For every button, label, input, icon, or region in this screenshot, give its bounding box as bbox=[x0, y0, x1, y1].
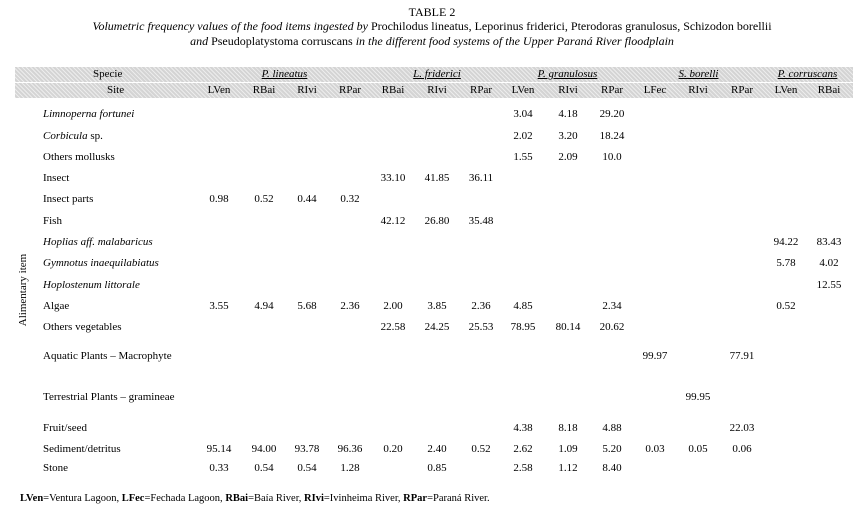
table-cell: 0.05 bbox=[688, 443, 708, 455]
table-cell: 8.40 bbox=[602, 462, 622, 474]
table-cell: 26.80 bbox=[424, 215, 450, 227]
table-cell: 2.58 bbox=[513, 462, 533, 474]
table-cell: 35.48 bbox=[468, 215, 494, 227]
row-label: Corbicula sp. bbox=[43, 130, 103, 142]
table-cell: 0.03 bbox=[645, 443, 665, 455]
table-cell: 1.55 bbox=[513, 151, 533, 163]
row-label: Others mollusks bbox=[43, 151, 115, 163]
table-cell: 99.95 bbox=[685, 391, 711, 403]
table-cell: 4.38 bbox=[513, 422, 533, 434]
table-cell: 10.0 bbox=[602, 151, 622, 163]
table-cell: 0.98 bbox=[209, 193, 229, 205]
row-label: Stone bbox=[43, 462, 69, 474]
table-cell: 95.14 bbox=[206, 443, 232, 455]
footnote-abbr: RBai bbox=[225, 493, 249, 504]
caption_line2-part: Pseudoplatystoma corruscans bbox=[211, 34, 353, 48]
table-label: TABLE 2 bbox=[408, 5, 456, 19]
table-cell: 0.52 bbox=[254, 193, 274, 205]
site-header: RPar bbox=[731, 84, 753, 96]
row-label: Hoplostenum littorale bbox=[43, 279, 140, 291]
table-cell: 3.55 bbox=[209, 300, 229, 312]
table-cell: 1.09 bbox=[558, 443, 578, 455]
table-cell: 18.24 bbox=[599, 130, 625, 142]
species-header: L. friderici bbox=[413, 68, 461, 80]
row-label: Gymnotus inaequilabiatus bbox=[43, 257, 159, 269]
table-cell: 5.78 bbox=[776, 257, 796, 269]
row-label: Hoplias aff. malabaricus bbox=[43, 236, 153, 248]
table-cell: 2.34 bbox=[602, 300, 622, 312]
table-cell: 0.85 bbox=[427, 462, 447, 474]
footnote-abbr: LVen bbox=[20, 493, 44, 504]
table-cell: 0.20 bbox=[383, 443, 403, 455]
row-label: Sediment/detritus bbox=[43, 443, 121, 455]
alimentary-item-label: Alimentary item bbox=[17, 253, 29, 327]
table-cell: 96.36 bbox=[337, 443, 363, 455]
table-cell: 0.06 bbox=[732, 443, 752, 455]
table-cell: 8.18 bbox=[558, 422, 578, 434]
caption_line1-part: Volumetric frequency values of the food items ingested by bbox=[92, 19, 371, 33]
table-cell: 1.12 bbox=[558, 462, 578, 474]
table-cell: 3.85 bbox=[427, 300, 447, 312]
table-cell: 1.28 bbox=[340, 462, 360, 474]
row-label: Insect parts bbox=[43, 193, 94, 205]
table-caption-line-2 bbox=[0, 34, 864, 49]
footnote-meaning: =Ventura Lagoon, bbox=[43, 493, 122, 504]
table-cell: 33.10 bbox=[380, 172, 406, 184]
specie-header-label: Specie bbox=[93, 68, 123, 80]
table-cell: 5.68 bbox=[297, 300, 317, 312]
footnote-abbr: LFec bbox=[121, 493, 145, 504]
table-cell: 83.43 bbox=[816, 236, 842, 248]
footnote bbox=[20, 493, 490, 504]
footnote-meaning: =Ivinheima River, bbox=[323, 493, 404, 504]
table-cell: 99.97 bbox=[642, 350, 668, 362]
species-header: P. corruscans bbox=[777, 68, 838, 80]
site-header: RPar bbox=[339, 84, 361, 96]
row-label: Insect bbox=[43, 172, 70, 184]
footnote-meaning: =Baía River, bbox=[248, 493, 305, 504]
table-cell: 4.02 bbox=[819, 257, 839, 269]
table-cell: 5.20 bbox=[602, 443, 622, 455]
site-header: RIvi bbox=[297, 84, 317, 96]
row-label: Others vegetables bbox=[43, 321, 122, 333]
table-cell: 2.00 bbox=[383, 300, 403, 312]
site-header-label: Site bbox=[107, 84, 125, 96]
table-cell: 2.36 bbox=[471, 300, 491, 312]
site-header: RBai bbox=[817, 84, 841, 96]
table-cell: 0.32 bbox=[340, 193, 360, 205]
table-cell: 22.03 bbox=[729, 422, 755, 434]
row-label: Terrestrial Plants – gramineae bbox=[43, 391, 175, 403]
table-cell: 93.78 bbox=[294, 443, 320, 455]
site-header: RIvi bbox=[427, 84, 447, 96]
table-cell: 22.58 bbox=[380, 321, 406, 333]
caption_line1-part: Prochilodus lineatus, Leporinus friderici, Pterodoras granulosus, Schizodon borellii bbox=[370, 19, 772, 33]
site-header: RPar bbox=[470, 84, 492, 96]
row-label: Limnoperna fortunei bbox=[43, 108, 135, 120]
table-cell: 0.52 bbox=[471, 443, 491, 455]
footnote-meaning: =Fechada Lagoon, bbox=[144, 493, 226, 504]
table-cell: 3.20 bbox=[558, 130, 578, 142]
table-cell: 42.12 bbox=[380, 215, 406, 227]
table-cell: 2.40 bbox=[427, 443, 447, 455]
table-cell: 24.25 bbox=[424, 321, 450, 333]
table-cell: 0.54 bbox=[254, 462, 274, 474]
species-header: P. lineatus bbox=[261, 68, 308, 80]
table-cell: 4.85 bbox=[513, 300, 533, 312]
site-header: RBai bbox=[252, 84, 276, 96]
table-cell: 0.44 bbox=[297, 193, 317, 205]
site-header: LVen bbox=[511, 84, 535, 96]
table-cell: 3.04 bbox=[513, 108, 533, 120]
table-cell: 36.11 bbox=[468, 172, 494, 184]
table-cell: 12.55 bbox=[816, 279, 842, 291]
row-label: Algae bbox=[43, 300, 70, 312]
table-cell: 80.14 bbox=[555, 321, 581, 333]
row-label: Fruit/seed bbox=[43, 422, 87, 434]
table-cell: 78.95 bbox=[510, 321, 536, 333]
table-cell: 94.00 bbox=[251, 443, 277, 455]
table-cell: 2.36 bbox=[340, 300, 360, 312]
table-cell: 25.53 bbox=[468, 321, 494, 333]
footnote-meaning: =Paraná River. bbox=[427, 493, 490, 504]
row-label: Aquatic Plants – Macrophyte bbox=[43, 350, 172, 362]
table-cell: 4.88 bbox=[602, 422, 622, 434]
site-header: LVen bbox=[774, 84, 798, 96]
table-cell: 4.18 bbox=[558, 108, 578, 120]
footnote-abbr: RPar bbox=[403, 493, 428, 504]
table-cell: 0.33 bbox=[209, 462, 229, 474]
caption_line2-part: in the different food systems of the Upper Paraná River floodplain bbox=[352, 34, 674, 48]
site-header: LFec bbox=[643, 84, 667, 96]
site-header: RPar bbox=[601, 84, 623, 96]
site-header: LVen bbox=[207, 84, 231, 96]
caption_line2-part: and bbox=[190, 34, 212, 48]
table-cell: 77.91 bbox=[729, 350, 755, 362]
site-header: RBai bbox=[381, 84, 405, 96]
site-header: RIvi bbox=[688, 84, 708, 96]
table-cell: 2.02 bbox=[513, 130, 533, 142]
table-cell: 29.20 bbox=[599, 108, 625, 120]
table-cell: 2.62 bbox=[513, 443, 533, 455]
species-header: S. borelli bbox=[678, 68, 719, 80]
table-cell: 2.09 bbox=[558, 151, 578, 163]
footnote-abbr: RIvi bbox=[304, 493, 324, 504]
table-cell: 41.85 bbox=[424, 172, 450, 184]
site-header: RIvi bbox=[558, 84, 578, 96]
table-cell: 0.52 bbox=[776, 300, 796, 312]
table-cell: 20.62 bbox=[599, 321, 625, 333]
species-header: P. granulosus bbox=[537, 68, 598, 80]
table-cell: 4.94 bbox=[254, 300, 274, 312]
row-label: Fish bbox=[43, 215, 62, 227]
table-cell: 94.22 bbox=[773, 236, 799, 248]
table-caption-line-1 bbox=[0, 19, 864, 34]
table-cell: 0.54 bbox=[297, 462, 317, 474]
